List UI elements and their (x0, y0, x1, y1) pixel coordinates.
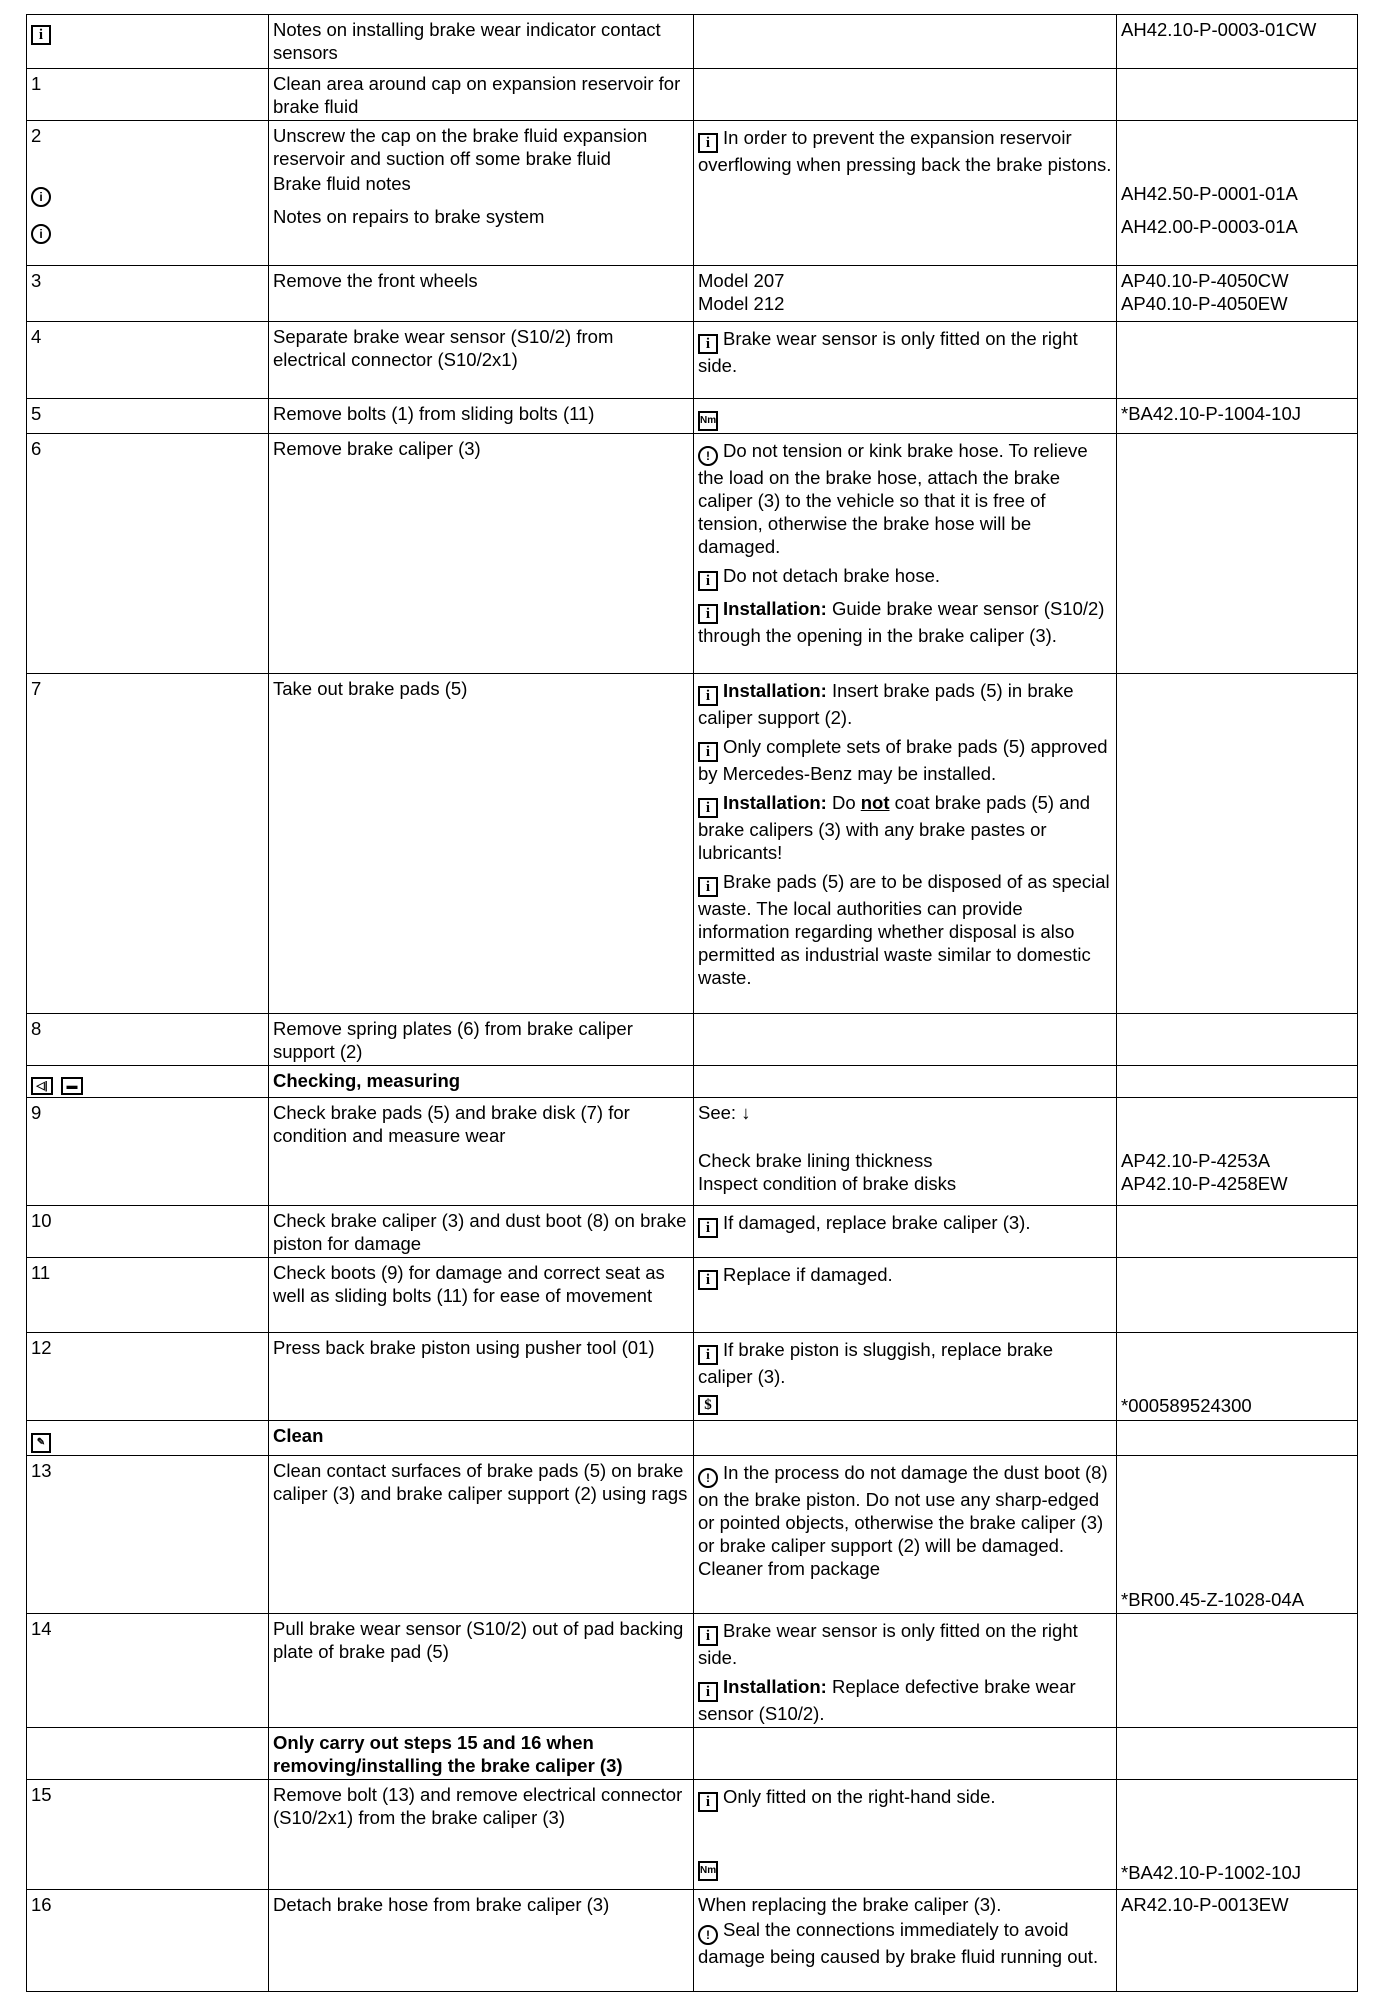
info-icon: i (698, 1218, 718, 1238)
table-row: 16 Detach brake hose from brake caliper (3) When replacing the brake caliper (3). ! Seal the connections immediately to avoid damage being caused by brake fluid running out. AR42.10-P-0013EW (27, 1890, 1358, 1992)
table-row: 2 i i Unscrew the cap on the brake fluid expansion reservoir and suction off some brake fluid Brake fluid notes Notes on repairs to brake system i In order to prevent the expansion reservoir overflowing when pressing back the brake pistons. AH42.50-P-0001-01A AH42.00-P-0003-01A (27, 121, 1358, 266)
reference-link-text[interactable]: Inspect condition of brake disks (698, 1173, 957, 1194)
table-row: 14 Pull brake wear sensor (S10/2) out of pad backing plate of brake pad (5) i Brake wear sensor is only fitted on the right side. i Installation: Replace defective brake wear sensor (S10/2). (27, 1614, 1358, 1728)
table-row: 10 Check brake caliper (3) and dust boot (8) on brake piston for damage i If damaged, replace brake caliper (3). (27, 1206, 1358, 1258)
table-row: 1 Clean area around cap on expansion reservoir for brake fluid (27, 69, 1358, 121)
info-icon: i (698, 798, 718, 818)
warning-icon: i (31, 187, 51, 207)
reference-link[interactable]: AP42.10-P-4253A (1121, 1150, 1271, 1171)
reference-link[interactable]: *000589524300 (1121, 1395, 1252, 1416)
reference-link-text[interactable]: Check brake lining thickness (698, 1150, 933, 1171)
table-row: 3 Remove the front wheels Model 207 Model 212 AP40.10-P-4050CW AP40.10-P-4050EW (27, 266, 1358, 322)
reference-link[interactable]: AH42.50-P-0001-01A (1121, 183, 1298, 204)
table-row: 11 Check boots (9) for damage and correct seat as well as sliding bolts (11) for ease of movement i Replace if damaged. (27, 1258, 1358, 1333)
info-icon: i (698, 877, 718, 897)
special-tool-icon: $ (698, 1395, 718, 1415)
warning-icon: ! (698, 1925, 718, 1945)
table-row: 6 Remove brake caliper (3) ! Do not tension or kink brake hose. To relieve the load on the brake hose, attach the brake caliper (3) to the vehicle so that it is free of tension, otherwise the brake hose will be damaged. i Do not detach brake hose. i Installation: Guide brake wear sensor (S10/2) through the opening in the brake caliper (3). (27, 434, 1358, 674)
info-icon: i (31, 25, 51, 45)
table-row: 5 Remove bolts (1) from sliding bolts (11) Nm *BA42.10-P-1004-10J (27, 399, 1358, 434)
table-row: 7 Take out brake pads (5) i Installation: Insert brake pads (5) in brake caliper support (2). i Only complete sets of brake pads (5) approved by Mercedes-Benz may be installed. i Installation: Do not coat brake pads (5) and brake calipers (3) with any brake pastes or lubricants! i Brake pads (5) are to be disposed of as special waste. The local authorities can provide information regarding whether disposal is also permitted as industrial waste similar to domestic waste. (27, 674, 1358, 1014)
info-icon: i (698, 686, 718, 706)
info-icon: i (698, 133, 718, 153)
table-row: 13 Clean contact surfaces of brake pads (5) on brake caliper (3) and brake caliper support (2) using rags ! In the process do not damage the dust boot (8) on the brake piston. Do not use any sharp-edged or pointed objects, otherwise the brake caliper (3) or brake caliper support (2) will be damaged. Cleaner from package *BR00.45-Z-1028-04A (27, 1456, 1358, 1614)
info-icon: i (698, 742, 718, 762)
reference-link[interactable]: *BR00.45-Z-1028-04A (1121, 1589, 1305, 1610)
section-header-row: ◁| ▬ Checking, measuring (27, 1066, 1358, 1098)
torque-icon: Nm (698, 411, 718, 431)
reference-link[interactable]: AR42.10-P-0013EW (1121, 1894, 1289, 1915)
reference-link[interactable]: AP40.10-P-4050EW (1121, 293, 1288, 314)
section-header-row: Only carry out steps 15 and 16 when removing/installing the brake caliper (3) (27, 1728, 1358, 1780)
clean-icon: ✎ (31, 1433, 51, 1453)
table-row: 8 Remove spring plates (6) from brake caliper support (2) (27, 1014, 1358, 1066)
info-icon: i (698, 1345, 718, 1365)
reference-link[interactable]: AH42.00-P-0003-01A (1121, 216, 1298, 237)
torque-icon: Nm (698, 1861, 718, 1881)
reference-link[interactable]: AH42.10-P-0003-01CW (1121, 19, 1317, 40)
info-icon: i (698, 1792, 718, 1812)
reference-link[interactable]: *BA42.10-P-1004-10J (1121, 403, 1301, 424)
reference-link[interactable]: AP42.10-P-4258EW (1121, 1173, 1288, 1194)
table-row: i Notes on installing brake wear indicator contact sensors AH42.10-P-0003-01CW (27, 15, 1358, 69)
warning-icon: i (31, 224, 51, 244)
table-row: 12 Press back brake piston using pusher tool (01) i If brake piston is sluggish, replace brake caliper (3). $ *000589524300 (27, 1333, 1358, 1421)
table-row: 4 Separate brake wear sensor (S10/2) from electrical connector (S10/2x1) i Brake wear sensor is only fitted on the right side. (27, 322, 1358, 399)
section-header-row: ✎ Clean (27, 1421, 1358, 1456)
info-icon: i (698, 571, 718, 591)
info-icon: i (698, 1626, 718, 1646)
repair-steps-table (26, 14, 1358, 1992)
reference-link[interactable]: *BA42.10-P-1002-10J (1121, 1862, 1301, 1883)
warning-icon: ! (698, 1468, 718, 1488)
info-icon: i (698, 1682, 718, 1702)
warning-icon: ! (698, 446, 718, 466)
gauge-icon: ▬ (61, 1077, 83, 1095)
info-icon: i (698, 1270, 718, 1290)
info-icon: i (698, 604, 718, 624)
table-row: 15 Remove bolt (13) and remove electrical connector (S10/2x1) from the brake caliper (3) i Only fitted on the right-hand side. Nm *BA42.10-P-1002-10J (27, 1780, 1358, 1890)
info-icon: i (698, 334, 718, 354)
reference-link[interactable]: AP40.10-P-4050CW (1121, 270, 1289, 291)
measure-icon: ◁| (31, 1077, 53, 1095)
table-row: 9 Check brake pads (5) and brake disk (7) for condition and measure wear See: ↓ Check brake lining thickness Inspect condition of brake disks AP42.10-P-4253A AP42.10-P-4258EW (27, 1098, 1358, 1206)
